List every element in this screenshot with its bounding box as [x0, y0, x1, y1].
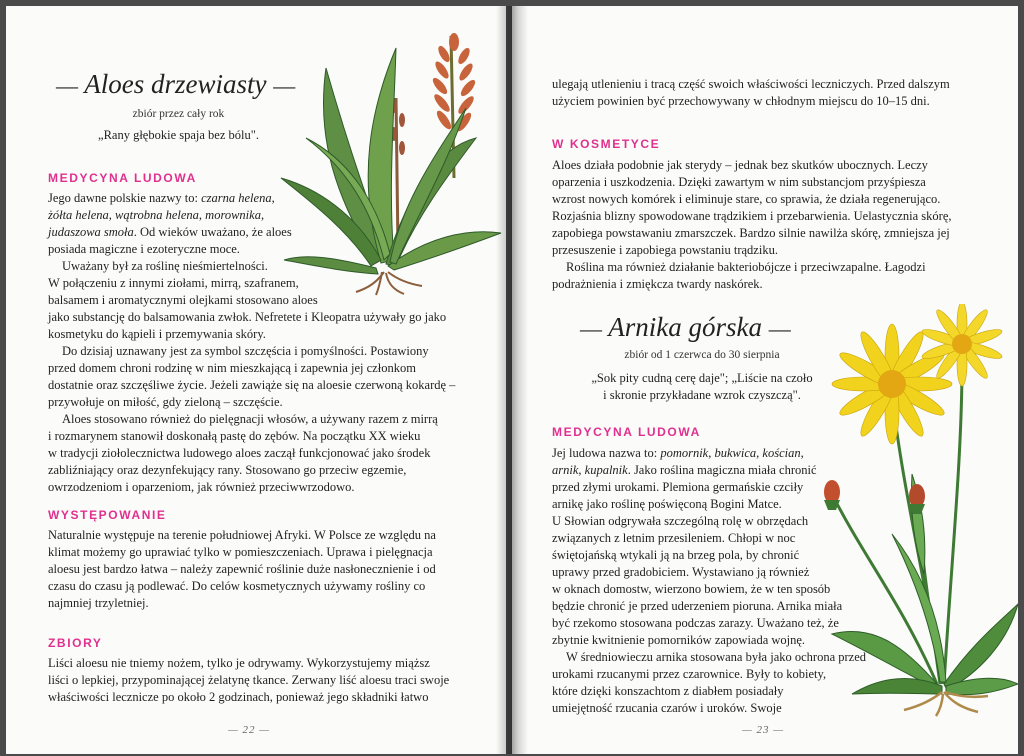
aloe-title: — Aloes drzewiasty —: [56, 69, 296, 99]
aloe-harvest-text: Liści aloesu nie tniemy nożem, tylko je odrywamy. Wykorzystujemy miąższ liści o lepkiej, przypominającej żelatynę tkance. Zerwany liść aloesu traci swoje właściwości lecznicze po około 2 godzinach, ponieważ jego składniki łatwo: [48, 656, 450, 704]
aloe-cosmetics-text: Aloes działa podobnie jak sterydy – jednak bez skutków ubocznych. Leczy oparzenia i uszkodzenia. Dzięki zawartym w nim substancjom przyśpiesza wzrost nowych komórek i eliminuje stare, co sprawia, że działa regenerująco. Rozjaśnia blizny spowodowane trądzikiem i przebarwienia. Uelastycznia skórę, zapobiega powstawaniu zmarszczek. Bardzo silnie nawilża skórę, zmniejsza jej przesuszenie i zapobiega powstaniu trądziku. Roślina ma również działanie bakteriobójcze i przeciwzapalne. Łagodzi podrażnienia i zmiękcza twardy naskórek.: [552, 158, 952, 291]
heading-cosmetics: W KOSMETYCE: [552, 137, 661, 151]
aloe-season: zbiór przez cały rok: [132, 108, 225, 120]
arnica-flower-main: [832, 324, 952, 444]
arnica-quote: „Sok pity cudną cerę daje"; „Liście na czoło i skronie przykładane wzrok czyszczą".: [591, 371, 813, 402]
arnica-title: — Arnika górska —: [580, 312, 791, 342]
aloe-quote: „Rany głębokie spaja bez bólu".: [98, 128, 259, 142]
arnica-roots: [904, 692, 988, 716]
page-number-left: — 22 —: [228, 724, 271, 736]
heading-harvest: ZBIORY: [48, 636, 103, 650]
aloe-continuation-text: ulegają utlenieniu i tracą część swoich właściwości leczniczych. Przed dalszym użyciem powinien być przechowywany w chłodnym miejscu do 10–15 dni.: [552, 77, 950, 108]
arnica-flower-second: [921, 304, 1004, 386]
heading-folk-medicine-aloe: MEDYCYNA LUDOWA: [48, 171, 197, 185]
left-page: [6, 6, 506, 754]
right-page: [512, 6, 1018, 754]
arnica-season: zbiór od 1 czerwca do 30 sierpnia: [624, 349, 780, 361]
page-number-right: — 23 —: [742, 724, 785, 736]
heading-occurrence: WYSTĘPOWANIE: [48, 508, 167, 522]
aloe-occurrence-text: Naturalnie występuje na terenie południowej Afryki. W Polsce ze względu na klimat możemy go uprawiać tylko w pomieszczeniach. Uprawa i pielęgnacja aloesu jest bardzo łatwa – należy zapewnić roślinie duże nasłonecznienie i od czasu do czasu ją podlewać. Do celów kosmetycznych używamy rośliny co najmniej trzyletniej.: [48, 528, 436, 610]
book-gutter: [496, 6, 528, 754]
arnica-medicine-text: Jej ludowa nazwa to: pomornik, bukwica, kościan, arnik, kupalnik. Jako roślina magiczna miała chronić przed złymi urokami. Plemiona germańskie czciły arnikę jako roślinę poświęconą Bogini Matce. U Słowian odgrywała szczególną rolę w obrzędach związanych z letnim przesileniem. Chłopi w noc świętojańską wtykali ją na brzeg pola, by chronić uprawy przed gradobiciem. Wystawiano ją również w oknach domostw, wierzono bowiem, że w ten sposób będzie chronić je przed uderzeniem pioruna. Arnika miała być rzekomo stosowana podczas zarazy. Uważano też, że zbytnie kwitnienie pomorników zapowiada wojnę. W średniowieczu arnika stosowana była jako ochrona przed urokami rzucanymi przez czarownice. Były to kobiety, które dzięki konszachtom z diabłem posiadały umiejętność rzucania czarów i uroków. Swoje: [552, 446, 867, 715]
heading-folk-medicine-arnica: MEDYCYNA LUDOWA: [552, 425, 701, 439]
aloe-medicine-text: Jego dawne polskie nazwy to: czarna helena, żółta helena, wątrobna helena, morownika, judaszowa smoła. Od wieków uważano, że aloes posiada magiczne i ezoteryczne moce. Uważany był za roślinę nieśmiertelności. W połączeniu z innymi ziołami, mirrą, szafranem, balsamem i aromatycznymi olejkami stosowano aloes jako substancję do balsamowania zwłok. Nefretete i Kleopatra używały go jako kosmetyku do kąpieli i przemywania skóry. Do dzisiaj uznawany jest za symbol szczęścia i pomyślności. Postawiony przed domem chroni rodzinę w nim mieszkającą i zapewnia jej członkom dostatnie oraz szczęśliwe życie. Jeżeli zawiąże się na aloesie czerwoną kokardę – przywołuje on miłość, gdy zieloną – szczęście. Aloes stosowano również do pielęgnacji włosów, a używany razem z mirrą i rozmarynem stanowił doskonałą pastę do zębów. Na początku XX wieku w tradycji ziołolecznictwa ludowego aloes zaczął funkcjonować jako środek zabliźniający oraz dezynfekujący rany. Stosowano go przeciw egzemie, owrzodzeniom i oparzeniom, jak również przeciwwrzodowo.: [48, 191, 456, 494]
